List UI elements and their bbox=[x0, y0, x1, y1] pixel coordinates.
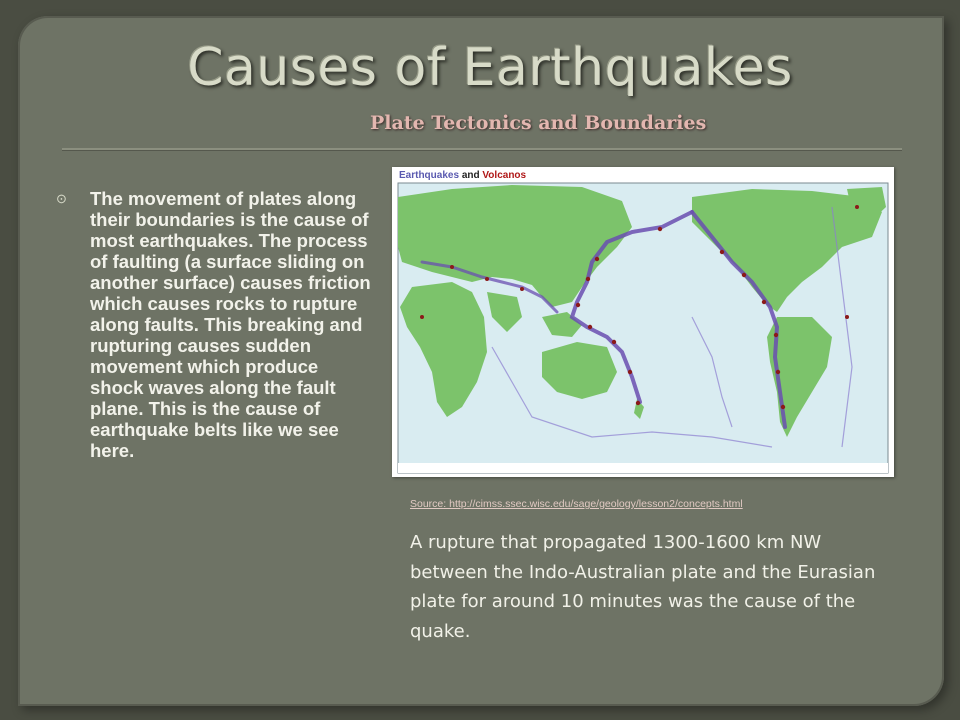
bullet-text: The movement of plates along their boundaries is the cause of most earthquakes. The process of faulting (a surface sliding on another surface) causes friction which causes rocks to rupture along faults. This breaking and rupturing causes sudden movement which produce shock waves along the fault plane. This is the cause of earthquake belts like we see here. bbox=[90, 188, 371, 461]
map-caption: A rupture that propagated 1300-1600 km NW between the Indo-Australian plate and the Eurasian plate for around 10 minutes was the cause of the quake. bbox=[410, 532, 876, 642]
earthquake-volcano-map bbox=[392, 167, 894, 477]
legend-earthquakes: Earthquakes bbox=[399, 170, 460, 181]
source-link[interactable]: Source: http://cimss.ssec.wisc.edu/sage/geology/lesson2/concepts.html bbox=[410, 498, 743, 510]
slide-subtitle: Plate Tectonics and Boundaries bbox=[370, 112, 707, 134]
circled-dot-icon: ⊙ bbox=[56, 191, 67, 206]
legend-volcanos: Volcanos bbox=[482, 170, 527, 181]
legend-and: and bbox=[461, 170, 480, 181]
map-legend bbox=[399, 170, 526, 181]
slide-title: Causes of Earthquakes bbox=[187, 38, 793, 98]
world-map-graphic bbox=[392, 167, 894, 477]
title-divider bbox=[62, 148, 902, 151]
bullet-item bbox=[56, 188, 376, 461]
